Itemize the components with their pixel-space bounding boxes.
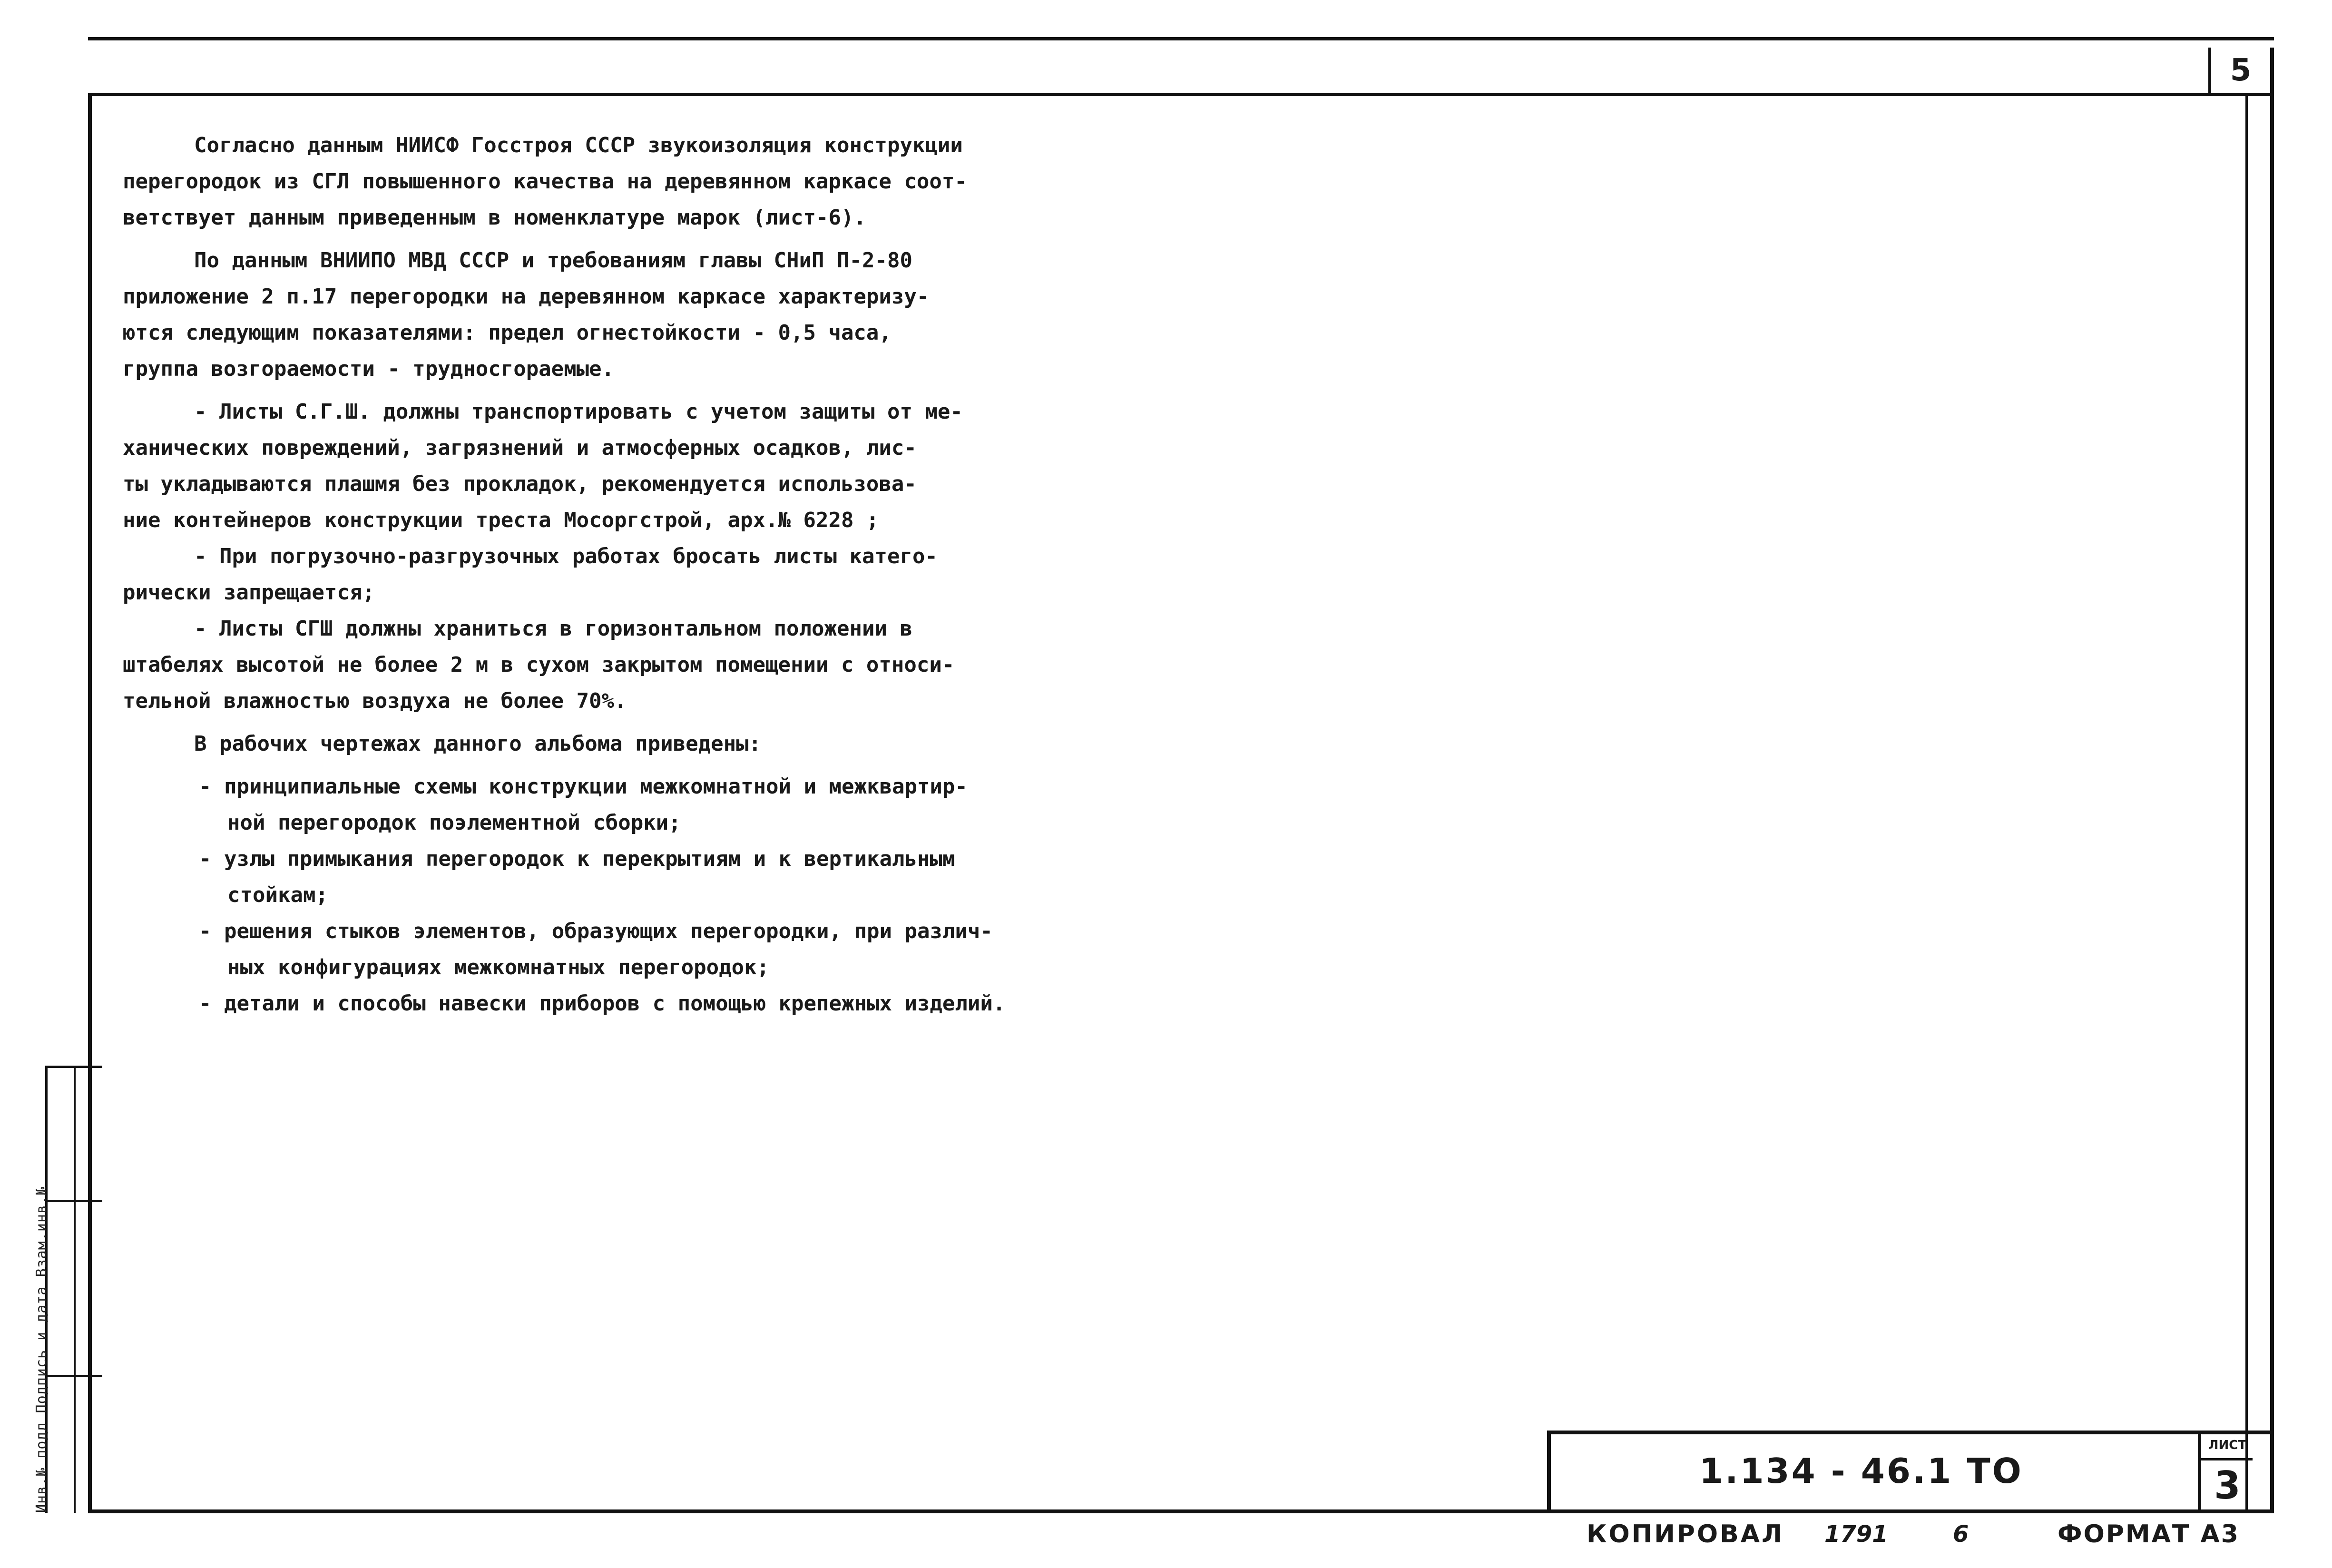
- text-line: ных конфигурациях межкомнатных перегородок;: [227, 955, 770, 980]
- margin-stamp: [45, 1066, 102, 1513]
- text-line: ветствует данным приведенным в номенклатуре марок (лист-6).: [123, 206, 866, 230]
- frame-right-line: [2270, 48, 2274, 1513]
- paragraph-loading: [123, 539, 1122, 611]
- text-line: ханических повреждений, загрязнений и атмосферных осадков, лис-: [123, 436, 917, 460]
- title-block-left-line: [1547, 1431, 1551, 1511]
- title-block-top-line: [1547, 1431, 2273, 1434]
- text-line: рически запрещается;: [123, 580, 375, 605]
- page-number-divider: [2208, 48, 2211, 95]
- text-line: - принципиальные схемы конструкции межкомнатной и межквартир-: [199, 774, 968, 799]
- text-line: - решения стыков элементов, образующих перегородки, при различ-: [199, 919, 993, 943]
- text-line: группа возгораемости - трудносгораемые.: [123, 357, 615, 381]
- copied-signature: 1791: [1824, 1521, 1888, 1548]
- explanatory-note-text: [123, 127, 1122, 1022]
- paragraph-album-contents: [123, 726, 1122, 762]
- contents-list: [123, 769, 1122, 1022]
- text-line: По данным ВНИИПО МВД СССР и требованиям главы СНиП П-2-80: [194, 248, 912, 273]
- sheet-number: 3: [2214, 1463, 2241, 1508]
- sheet-label: ЛИСТ: [2208, 1438, 2247, 1452]
- copied-mark: 6: [1953, 1521, 1969, 1548]
- text-line: ются следующим показателями: предел огнестойкости - 0,5 часа,: [123, 321, 892, 345]
- text-line: ние контейнеров конструкции треста Мосоргстрой, арх.№ 6228 ;: [123, 508, 879, 532]
- list-item: [199, 769, 1122, 841]
- top-border-line: [88, 37, 2274, 40]
- text-line: перегородок из СГЛ повышенного качества на деревянном каркасе соот-: [123, 169, 967, 194]
- text-line: штабелях высотой не более 2 м в сухом закрытом помещении с относи-: [123, 653, 955, 677]
- text-line: - детали и способы навески приборов с помощью крепежных изделий.: [199, 991, 1006, 1016]
- text-line: - Листы СГШ должны храниться в горизонтальном положении в: [194, 617, 912, 641]
- list-item: [199, 986, 1122, 1022]
- margin-stamp-text: Инв.№ подл Подпись и дата Взам.инв.№: [33, 1186, 50, 1513]
- format-label: ФОРМАТ А3: [2058, 1520, 2240, 1548]
- list-item: [199, 841, 1122, 913]
- text-line: - Листы С.Г.Ш. должны транспортировать с учетом защиты от ме-: [194, 400, 963, 424]
- text-line: тельной влажностью воздуха не более 70%.: [123, 689, 627, 713]
- title-block-divider: [2198, 1431, 2201, 1511]
- text-line: ной перегородок поэлементной сборки;: [227, 811, 681, 835]
- paragraph-transport: [123, 394, 1122, 539]
- text-line: - узлы примыкания перегородок к перекрытиям и к вертикальным: [199, 847, 955, 871]
- title-block: [1547, 1431, 2273, 1511]
- sheet-cell-line: [2198, 1458, 2253, 1460]
- paragraph-fire-resistance: [123, 243, 1122, 387]
- list-item: [199, 913, 1122, 986]
- frame-top-line: [88, 93, 2274, 96]
- page-number: 5: [2230, 53, 2252, 88]
- text-line: ты укладываются плашмя без прокладок, рекомендуется использова-: [123, 472, 917, 496]
- stamp-line: [74, 1066, 76, 1513]
- paragraph-sound-insulation: [123, 127, 1122, 236]
- frame-right-inner-line: [2245, 93, 2248, 1511]
- text-line: приложение 2 п.17 перегородки на деревянном каркасе характеризу-: [123, 284, 930, 309]
- text-line: - При погрузочно-разгрузочных работах бросать листы катего-: [194, 544, 938, 568]
- copied-label: КОПИРОВАЛ: [1587, 1520, 1784, 1548]
- text-line: Согласно данным НИИСФ Госстроя СССР звукоизоляция конструкции: [194, 133, 963, 157]
- text-line: В рабочих чертежах данного альбома приведены:: [194, 732, 762, 756]
- paragraph-storage: [123, 611, 1122, 719]
- document-code: 1.134 - 46.1 ТО: [1699, 1451, 2023, 1491]
- text-line: стойкам;: [227, 883, 328, 907]
